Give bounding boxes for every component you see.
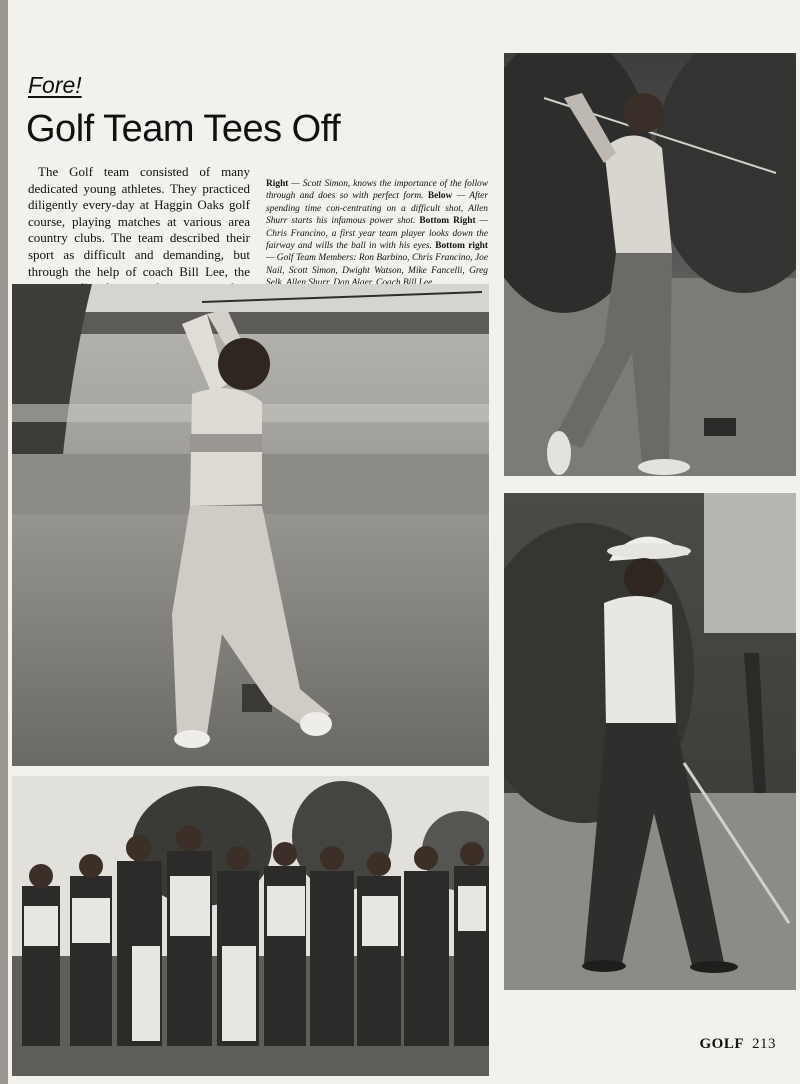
page-edge-shadow (0, 0, 8, 1084)
caption-text-bottom-right: — Chris Francino, a first year team player looks down the fairway and wills the ball in with his eyes. (266, 216, 488, 252)
caption-text-below: — After spending time con-centrating on a difficult shot, Allen Shurr starts his infamous power shot. (266, 191, 488, 227)
page-footer (699, 1036, 776, 1053)
caption-lead-right: Right (266, 179, 289, 189)
section-name: GOLF (699, 1036, 744, 1052)
page-number: 213 (752, 1036, 776, 1052)
photo-golf-team (12, 776, 489, 1076)
kicker-heading: Fore! (28, 72, 82, 98)
photo-power-swing (12, 284, 489, 766)
caption-lead-below: Below (427, 191, 453, 202)
caption-lead-team: Bottom right (435, 241, 488, 252)
photo-captions (266, 178, 488, 290)
caption-text-right: — Scott Simon, knows the importance of the follow through and does so with perfect form. (266, 179, 488, 202)
photo-golfer-in-hat (504, 493, 796, 990)
photo-follow-through (504, 53, 796, 476)
caption-text-team: — Golf Team Members: Ron Barbino, Chris Francino, Joe Nail, Scott Simon, Dwight Watson, Mike Fancelli, Greg (266, 253, 488, 276)
caption-lead-bottom-right: Bottom Right (419, 216, 476, 227)
body-paragraph: The Golf team consisted of many dedicated young athletes. They practiced diligently every-day at Haggin Oaks golf course, playing matches at various area country clubs. The team described their sport as difficult and demanding, but through the help of coach Bill Lee, the (28, 164, 250, 279)
page-title: Golf Team Tees Off (26, 108, 341, 150)
